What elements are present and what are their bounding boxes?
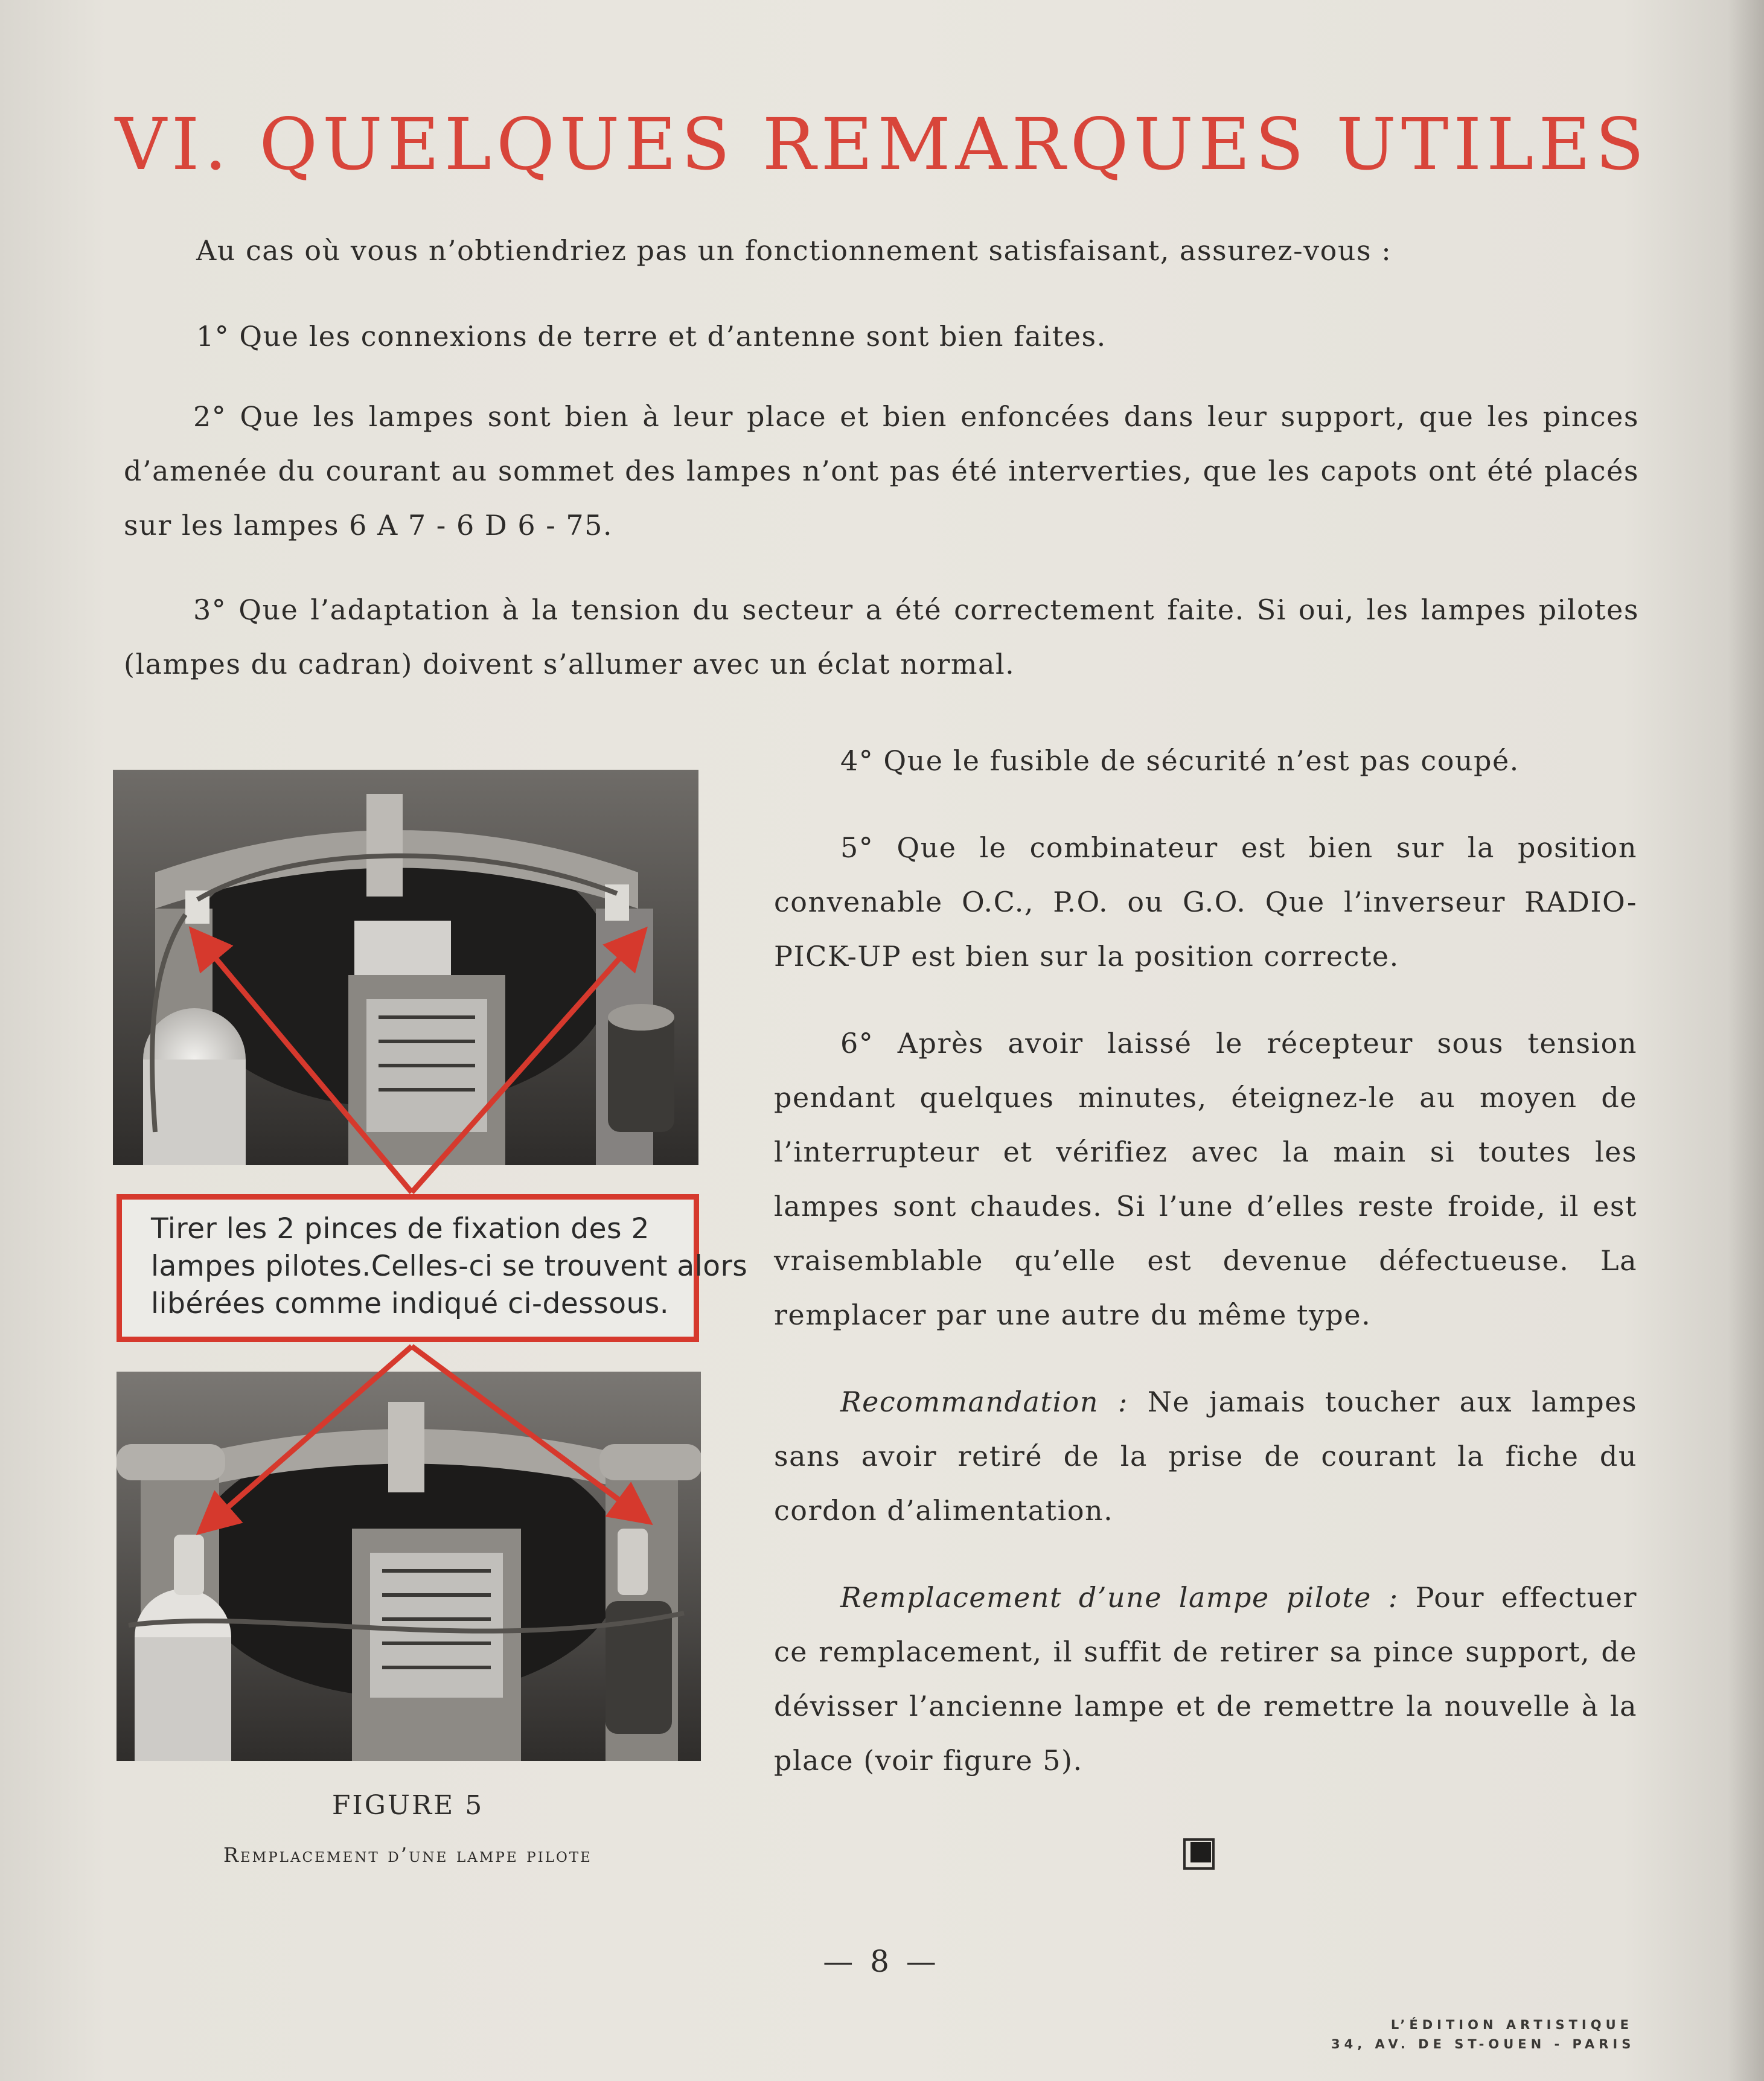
photo-pilot-lamps-before [113, 770, 698, 1165]
page-spine-shadow [1728, 0, 1764, 2081]
replacement-text: Pour effectuer ce remplacement, il suffit de retirer sa pince support, de dévisser l’ancienne lampe et de remettre la nouvelle à la place (voir figure 5). [774, 1581, 1637, 1777]
item-3: 3° Que l’adaptation à la tension du secteur a été correctement faite. Si oui, les lampes pilotes (lampes du cadran) doivent s’allumer avec un éclat normal. [124, 593, 1639, 680]
figure-label: FIGURE 5 [331, 1790, 484, 1821]
item-1: 1° Que les connexions de terre et d’antenne sont bien faites. [196, 320, 1107, 353]
end-of-section-square-icon [1183, 1838, 1215, 1870]
publisher-imprint [1331, 2015, 1633, 2054]
page-number: — 8 — [823, 1944, 940, 1979]
intro-paragraph: Au cas où vous n’obtiendriez pas un fonctionnement satisfaisant, assurez-vous : [196, 234, 1392, 267]
recommendation-paragraph [774, 1375, 1637, 1538]
imprint-line-1: L’ÉDITION ARTISTIQUE [1390, 2018, 1633, 2032]
figure-caption: Remplacement d’une lampe pilote [223, 1843, 592, 1867]
replacement-paragraph [774, 1570, 1637, 1788]
callout-line-2: lampes pilotes.Celles-ci se trouvent alors [151, 1250, 748, 1283]
imprint-line-2: 34, AV. DE ST-OUEN - PARIS [1331, 2037, 1635, 2051]
recommendation-text: Ne jamais toucher aux lampes sans avoir retiré de la prise de courant la fiche du cordon d’alimentation. [774, 1386, 1637, 1527]
item-6: 6° Après avoir laissé le récepteur sous tension pendant quelques minutes, éteignez-le au moyen de l’interrupteur et vérifiez avec la main si toutes les lampes sont chaudes. Si l’une d’elles reste froide, il est vraisemblable qu’elle est devenue défectueuse. La remplacer par une autre du même type. [774, 1027, 1637, 1331]
item-2: 2° Que les lampes sont bien à leur place et bien enfoncées dans leur support, que les pinces d’amenée du courant au sommet des lampes n’ont pas été interverties, que les capots ont été placés sur les lampes 6 A 7 - 6 D 6 - 75. [124, 400, 1639, 542]
callout-line-3: libérées comme indiqué ci-dessous. [151, 1287, 669, 1320]
item-5: 5° Que le combinateur est bien sur la position convenable O.C., P.O. ou G.O. Que l’inverseur RADIO-PICK-UP est bien sur la position correcte. [774, 831, 1637, 973]
right-column [774, 734, 1637, 1820]
recommendation-label: Recommandation : [840, 1386, 1128, 1418]
item-4: 4° Que le fusible de sécurité n’est pas coupé. [840, 744, 1520, 777]
callout-line-1: Tirer les 2 pinces de fixation des 2 [151, 1212, 650, 1245]
replacement-label: Remplacement d’une lampe pilote : [840, 1581, 1399, 1614]
instruction-callout-box [117, 1194, 748, 1342]
photo-pilot-lamps-after [117, 1372, 701, 1761]
page-title: VI. QUELQUES REMARQUES UTILES [115, 103, 1649, 186]
